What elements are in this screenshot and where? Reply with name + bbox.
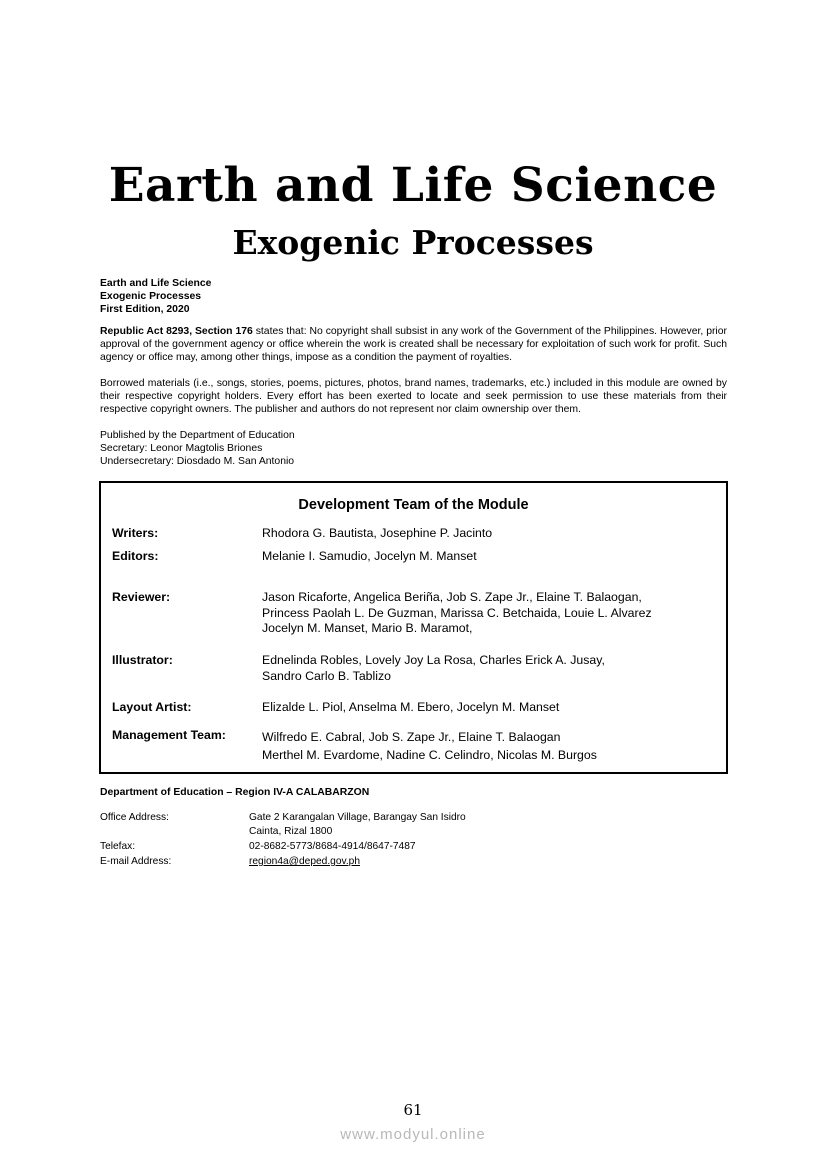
- telefax-value: 02-8682-5773/8684-4914/8647-7487: [249, 841, 416, 852]
- telefax-label: Telefax:: [100, 841, 136, 852]
- reviewer-label: Reviewer:: [112, 590, 171, 604]
- office-address: [249, 811, 466, 839]
- document-title: Earth and Life Science: [108, 158, 718, 213]
- meta-subject: Earth and Life Science: [100, 278, 212, 289]
- name-line: Sandro Carlo B. Tablizo: [262, 668, 391, 683]
- name-line: Elizalde L. Piol, Anselma M. Ebero, Jocelyn M. Manset: [262, 700, 560, 714]
- writers-names: [262, 526, 492, 542]
- office-address-line: Cainta, Rizal 1800: [249, 826, 333, 837]
- reviewer-names: [262, 590, 652, 637]
- name-line: Jason Ricaforte, Angelica Beriña, Job S. Zape Jr., Elaine T. Balaogan,: [262, 590, 642, 604]
- layout-artist-label: Layout Artist:: [112, 700, 192, 714]
- region-title: Department of Education – Region IV-A CALABARZON: [100, 787, 370, 798]
- illustrator-names: [262, 653, 605, 684]
- office-address-line: Gate 2 Karangalan Village, Barangay San Isidro: [249, 812, 466, 823]
- name-line: Princess Paolah L. De Guzman, Marissa C. Betchaida, Louie L. Alvarez: [262, 605, 652, 620]
- meta-edition: First Edition, 2020: [100, 304, 190, 315]
- watermark: www.modyul.online: [340, 1126, 486, 1143]
- name-line: Rhodora G. Bautista, Josephine P. Jacinto: [262, 526, 493, 540]
- undersecretary-line: Undersecretary: Diosdado M. San Antonio: [100, 455, 295, 467]
- name-line: Jocelyn M. Manset, Mario B. Maramot,: [262, 621, 473, 635]
- edition-info: [100, 277, 211, 316]
- office-address-label: Office Address:: [100, 812, 169, 823]
- management-team-names: [262, 728, 597, 764]
- email-label: E-mail Address:: [100, 856, 172, 867]
- management-team-label: Management Team:: [112, 728, 226, 742]
- writers-label: Writers:: [112, 526, 159, 540]
- name-line: Ednelinda Robles, Lovely Joy La Rosa, Charles Erick A. Jusay,: [262, 653, 605, 667]
- illustrator-label: Illustrator:: [112, 653, 173, 667]
- publisher-line: Published by the Department of Education: [100, 430, 295, 441]
- team-title: Development Team of the Module: [298, 497, 529, 513]
- borrowed-materials-notice: Borrowed materials (i.e., songs, stories, poems, pictures, photos, brand names, trademarks, etc.) included in this module are owned by their respective copyright holders. Every effort has been exerted to locate and seek permission to use these materials from their respective copyright owners. The publisher and authors do not represent nor claim ownership over them.: [100, 378, 727, 415]
- name-line: Merthel M. Evardome, Nadine C. Celindro, Nicolas M. Burgos: [262, 748, 597, 762]
- meta-topic: Exogenic Processes: [100, 291, 202, 302]
- editors-names: [262, 549, 477, 565]
- law-reference: Republic Act 8293, Section 176: [100, 326, 253, 337]
- document-subtitle: Exogenic Processes: [232, 223, 594, 262]
- name-line: Melanie I. Samudio, Jocelyn M. Manset: [262, 549, 477, 563]
- publisher-info: [100, 430, 295, 468]
- layout-artist-names: [262, 700, 559, 716]
- law-text: states that: No copyright shall subsist in any work of the Government of the Philippines. However, prior approval of the government agency or office wherein the work is created shall be necessary for exploitation of such work for profit. Such agency or office may, among other things, impose as a condition the payment of royalties.: [100, 326, 727, 363]
- page-number: 61: [403, 1101, 423, 1119]
- name-line: Wilfredo E. Cabral, Job S. Zape Jr., Elaine T. Balaogan: [262, 730, 561, 744]
- editors-label: Editors:: [112, 549, 159, 563]
- secretary-line: Secretary: Leonor Magtolis Briones: [100, 442, 263, 454]
- email-link[interactable]: region4a@deped.gov.ph: [249, 856, 360, 867]
- copyright-notice: [100, 326, 727, 364]
- development-team-box: [99, 481, 728, 774]
